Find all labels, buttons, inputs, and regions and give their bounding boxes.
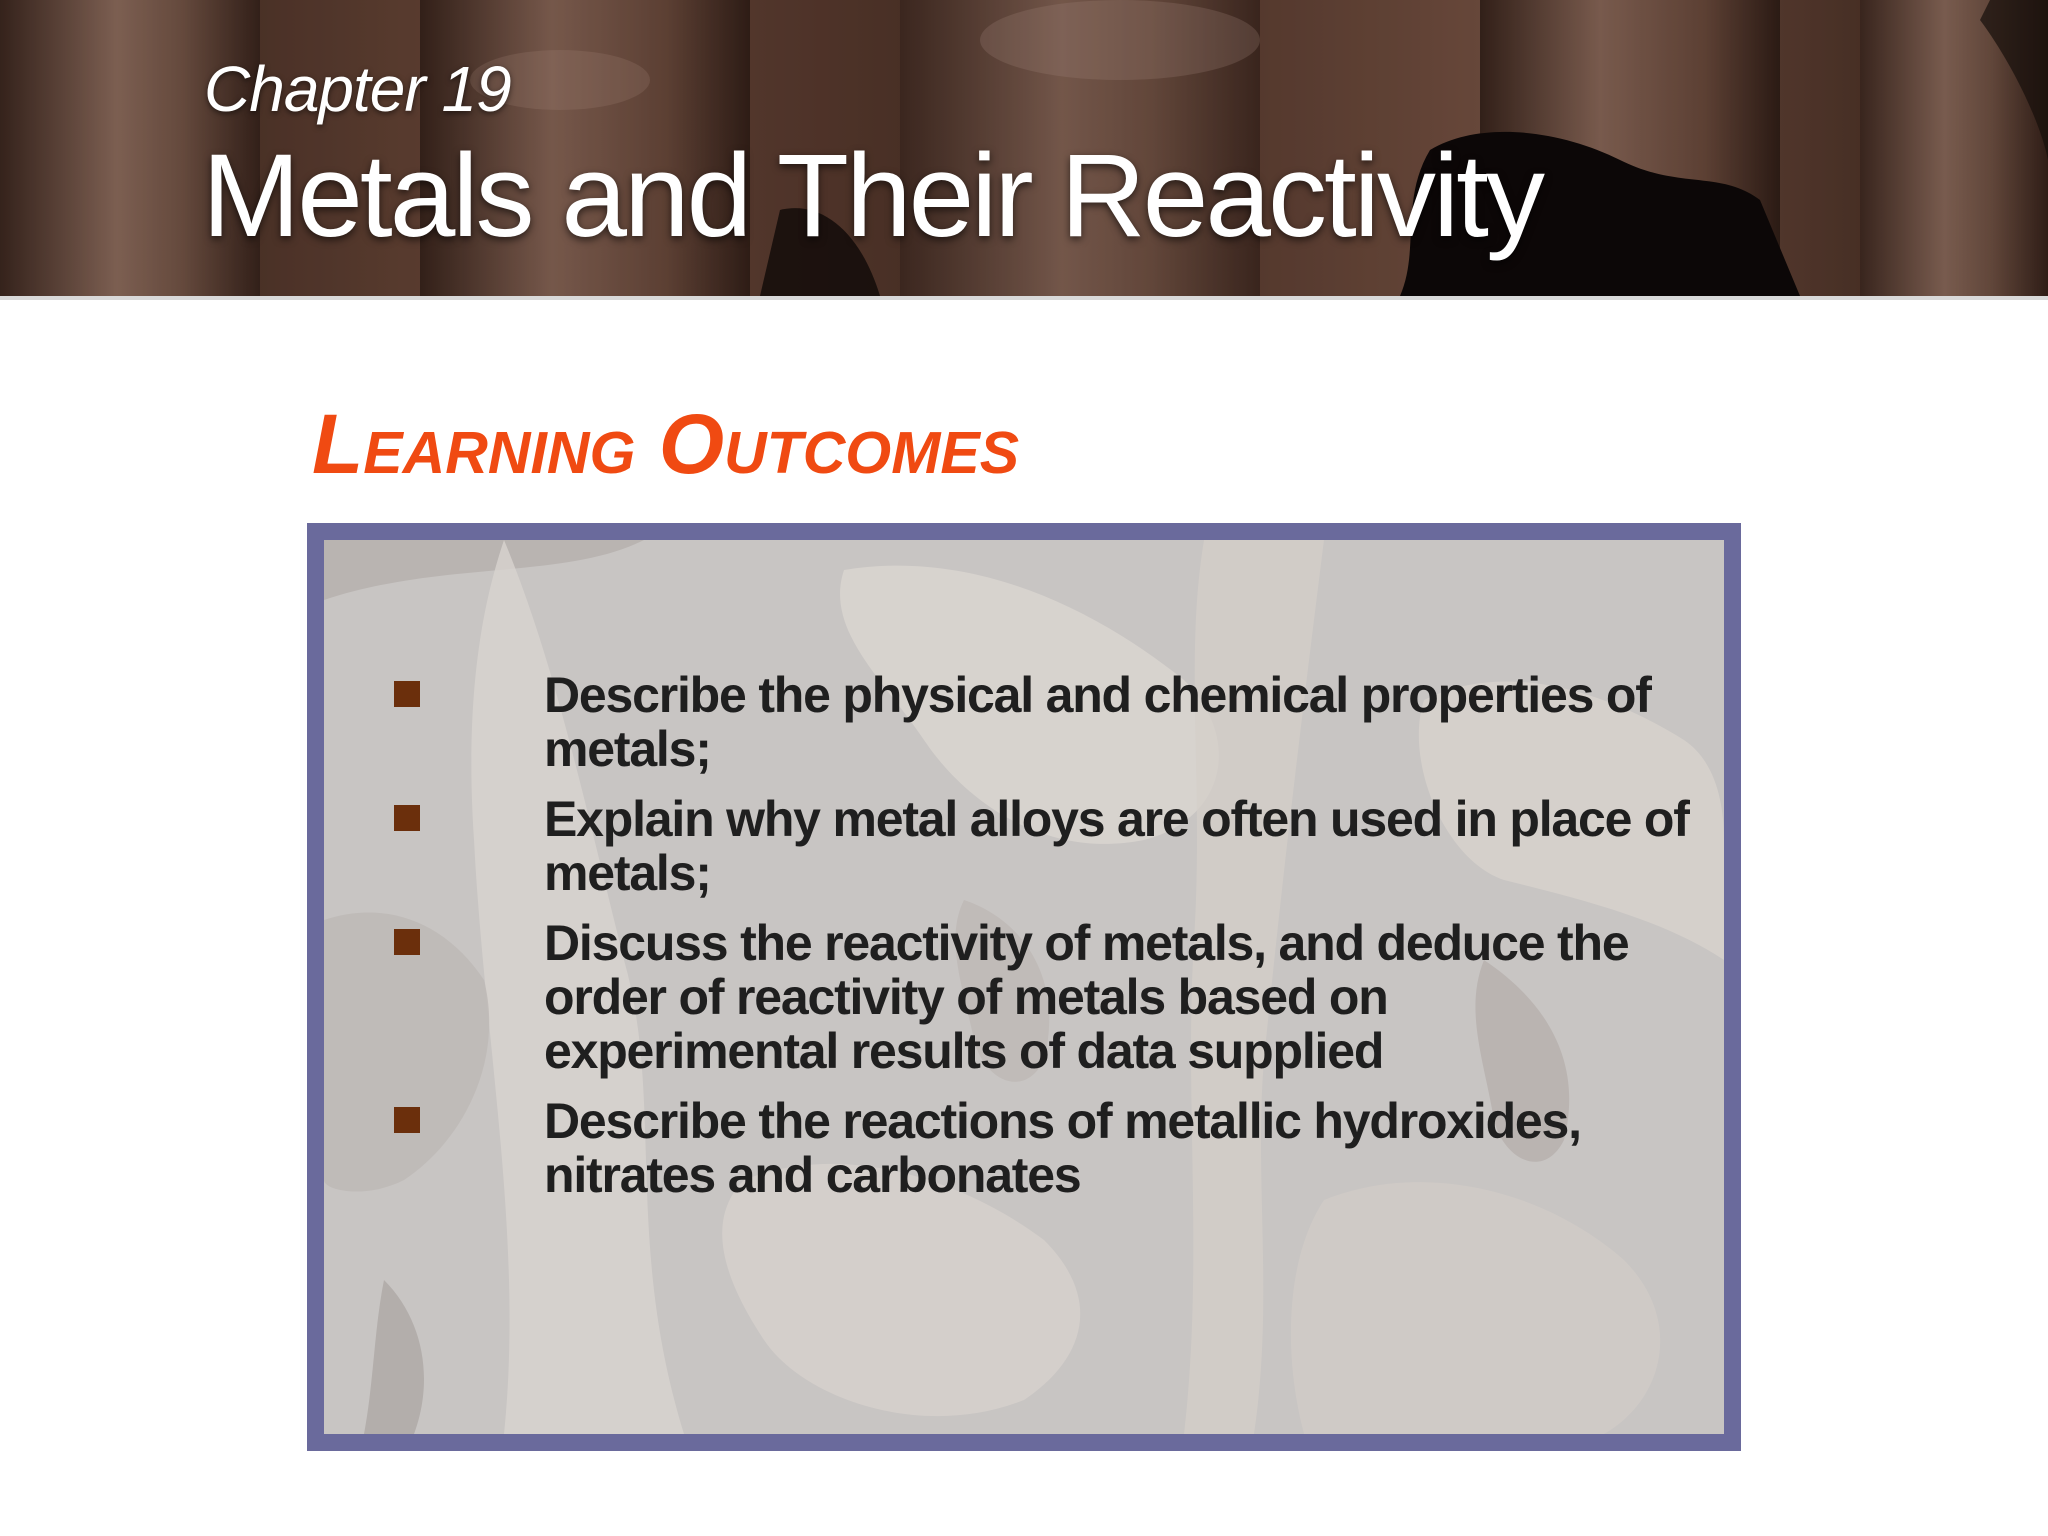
square-bullet-icon — [394, 681, 420, 707]
outcome-text: Describe the reactions of metallic hydroxides, nitrates and carbonates — [544, 1093, 1581, 1203]
outcomes-list — [394, 668, 1694, 1218]
square-bullet-icon — [394, 805, 420, 831]
list-item — [394, 668, 1694, 776]
square-bullet-icon — [394, 1107, 420, 1133]
outcome-text: Discuss the reactivity of metals, and deduce the order of reactivity of metals based on experimental results of data supplied — [544, 915, 1629, 1079]
chapter-label: Chapter 19 — [204, 53, 511, 125]
square-bullet-icon — [394, 929, 420, 955]
header-banner — [0, 0, 2048, 296]
outcome-text: Explain why metal alloys are often used in place of metals; — [544, 791, 1689, 901]
list-item — [394, 1094, 1694, 1202]
list-item — [394, 916, 1694, 1078]
outcome-text: Describe the physical and chemical properties of metals; — [544, 667, 1651, 777]
learning-outcomes-box — [307, 523, 1741, 1451]
chapter-title: Metals and Their Reactivity — [202, 130, 1542, 262]
banner-divider — [0, 296, 2048, 300]
section-heading: Learning Outcomes — [312, 397, 1020, 491]
list-item — [394, 792, 1694, 900]
